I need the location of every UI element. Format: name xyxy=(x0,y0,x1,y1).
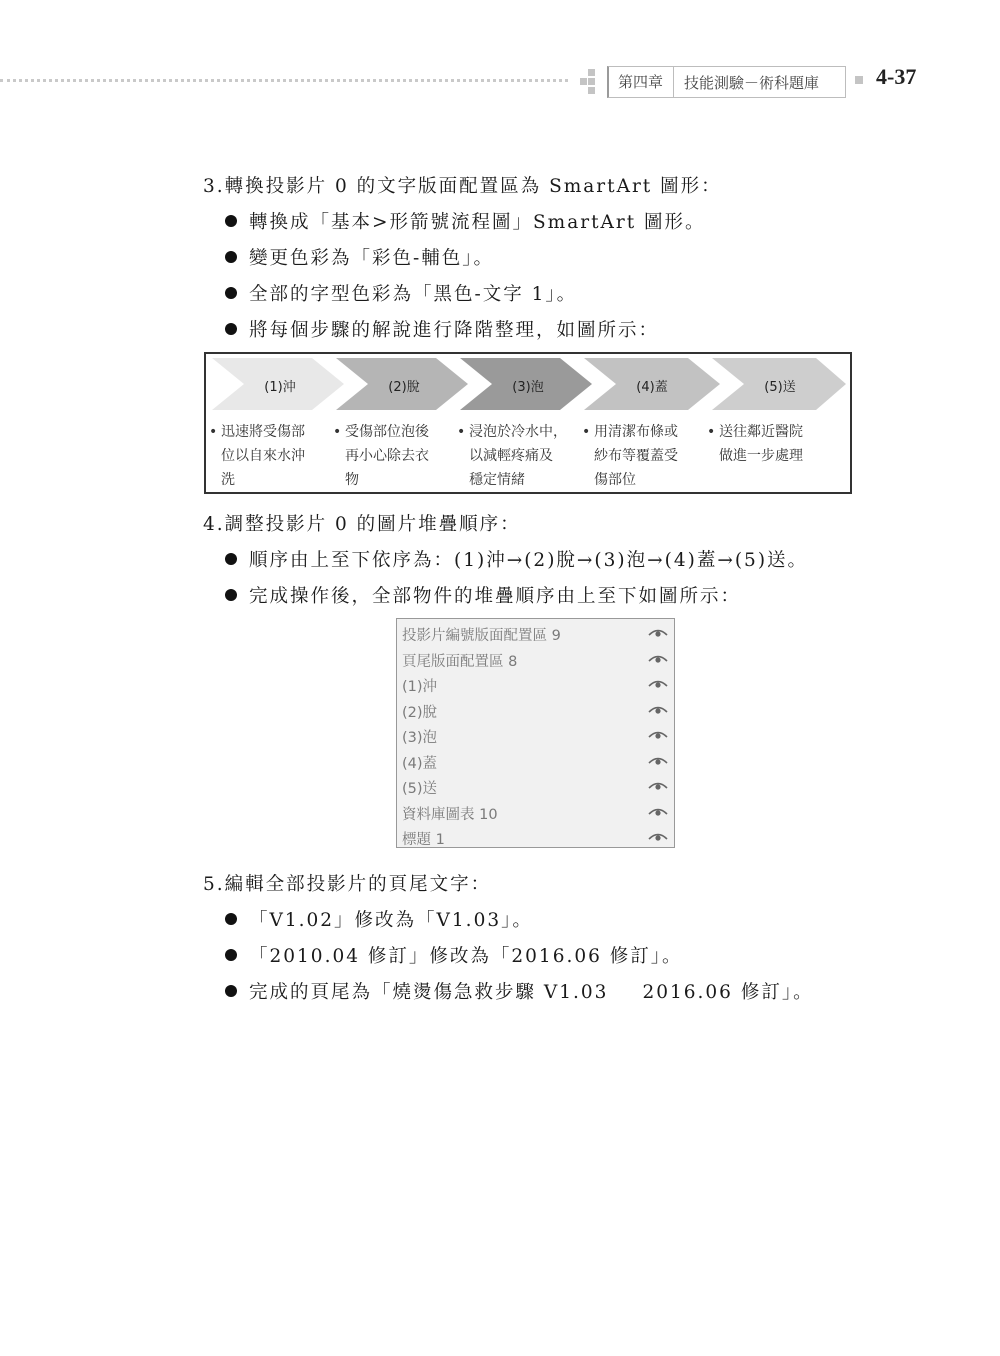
bullet-item xyxy=(225,316,659,342)
bullet-item xyxy=(225,906,533,932)
step-label: (2)脫 xyxy=(388,380,420,395)
chapter-label: 第四章 xyxy=(609,67,674,97)
step-description xyxy=(456,420,574,492)
bullet-dot-icon xyxy=(225,985,237,997)
bullet-dot-icon xyxy=(225,323,237,335)
pane-item[interactable] xyxy=(397,723,674,749)
pane-item-name: 標題 1 xyxy=(402,832,445,848)
eye-icon[interactable] xyxy=(648,627,668,639)
bullet-text: 「2010.04 修訂」修改為「2016.06 修訂」。 xyxy=(249,946,683,967)
pane-item[interactable] xyxy=(397,800,674,826)
bullet-text: 將每個步驟的解說進行降階整理，如圖所示： xyxy=(249,320,660,341)
bullet-text: 變更色彩為「彩色-輔色」。 xyxy=(249,248,495,269)
desc-line: 洗 xyxy=(221,472,235,488)
pane-item[interactable] xyxy=(397,825,674,851)
desc-line: • 受傷部位泡後 xyxy=(345,424,429,440)
pane-item[interactable] xyxy=(397,672,674,698)
step-description xyxy=(208,420,326,492)
pane-item-name: (3)泡 xyxy=(402,730,438,746)
bullet-text: 完成操作後，全部物件的堆疊順序由上至下如圖所示： xyxy=(249,586,742,607)
desc-line: • 浸泡於冷水中， xyxy=(469,424,567,440)
step-label: (4)蓋 xyxy=(636,380,668,395)
desc-line: • 迅速將受傷部 xyxy=(221,424,305,440)
bullet-dot-icon xyxy=(225,913,237,925)
step-label: (5)送 xyxy=(764,380,796,395)
bullet-dot-icon xyxy=(225,215,237,227)
desc-line: 紗布等覆蓋受 xyxy=(594,448,678,464)
bullet-text: 全部的字型色彩為「黑色-文字 1」。 xyxy=(249,284,578,305)
desc-line: 位以自來水沖 xyxy=(221,448,305,464)
pane-item-name: (5)送 xyxy=(402,781,438,797)
running-header xyxy=(607,66,846,98)
bullet-text: 順序由上至下依序為：(1)沖→(2)脫→(3)泡→(4)蓋→(5)送。 xyxy=(249,550,809,571)
step-description xyxy=(706,420,824,468)
desc-line: 再小心除去衣 xyxy=(345,448,429,464)
bullet-item xyxy=(225,582,741,608)
bullet-text: 完成的頁尾為「燒燙傷急救步驟 V1.03 xyxy=(249,982,609,1003)
desc-line: • 送往鄰近醫院 xyxy=(719,424,803,440)
step-label: (1)沖 xyxy=(264,380,296,395)
step-label: (3)泡 xyxy=(512,380,544,395)
header-decor-squares xyxy=(578,69,598,95)
pane-item-name: (4)蓋 xyxy=(402,755,438,772)
bullet-item xyxy=(225,208,706,234)
header-decor-square xyxy=(855,76,863,84)
pane-item[interactable] xyxy=(397,698,674,724)
desc-line: 傷部位 xyxy=(594,472,636,488)
bullet-text: 轉換成「基本>形箭號流程圖」SmartArt 圖形。 xyxy=(249,212,706,233)
eye-icon[interactable] xyxy=(648,755,668,767)
bullet-item xyxy=(225,978,814,1004)
section-4-heading: 4.調整投影片 0 的圖片堆疊順序： xyxy=(203,514,521,535)
eye-icon[interactable] xyxy=(648,780,668,792)
pane-item[interactable] xyxy=(397,749,674,775)
pane-item[interactable] xyxy=(397,647,674,673)
smartart-process-figure xyxy=(204,352,852,494)
bullet-dot-icon xyxy=(225,949,237,961)
header-dotted-rule xyxy=(0,79,568,82)
bullet-dot-icon xyxy=(225,589,237,601)
step-description xyxy=(581,420,699,492)
desc-line: • 用清潔布條或 xyxy=(594,424,678,440)
bullet-dot-icon xyxy=(225,287,237,299)
pane-item-name: 資料庫圖表 10 xyxy=(402,806,498,823)
desc-line: 做進一步處理 xyxy=(719,448,803,464)
eye-icon[interactable] xyxy=(648,729,668,741)
eye-icon[interactable] xyxy=(648,831,668,843)
bullet-text: 「V1.02」修改為「V1.03」。 xyxy=(249,910,533,931)
bullet-dot-icon xyxy=(225,251,237,263)
chapter-title: 技能測驗－術科題庫 xyxy=(684,73,820,92)
bullet-item xyxy=(225,280,577,306)
bullet-item xyxy=(225,546,808,572)
selection-pane xyxy=(396,618,675,848)
eye-icon[interactable] xyxy=(648,806,668,818)
section-5-heading: 5.編輯全部投影片的頁尾文字： xyxy=(203,874,492,895)
eye-icon[interactable] xyxy=(648,678,668,690)
bullet-dot-icon xyxy=(225,553,237,565)
desc-line: 穩定情緒 xyxy=(469,472,525,488)
desc-line: 物 xyxy=(345,472,359,488)
bullet-text: 2016.06 修訂」。 xyxy=(642,982,814,1003)
pane-item-name: (1)沖 xyxy=(402,679,438,695)
pane-item[interactable] xyxy=(397,774,674,800)
pane-item-name: 頁尾版面配置區 8 xyxy=(402,653,518,670)
section-3-heading: 3.轉換投影片 0 的文字版面配置區為 SmartArt 圖形： xyxy=(203,176,722,197)
eye-icon[interactable] xyxy=(648,704,668,716)
bullet-item xyxy=(225,244,494,270)
pane-item-name: (2)脫 xyxy=(402,704,438,721)
step-description xyxy=(332,420,450,492)
bullet-item xyxy=(225,942,683,968)
pane-item[interactable] xyxy=(397,621,674,647)
page-number: 4-37 xyxy=(876,64,917,89)
eye-icon[interactable] xyxy=(648,653,668,665)
pane-item-name: 投影片編號版面配置區 9 xyxy=(402,628,561,644)
desc-line: 以減輕疼痛及 xyxy=(469,448,553,464)
